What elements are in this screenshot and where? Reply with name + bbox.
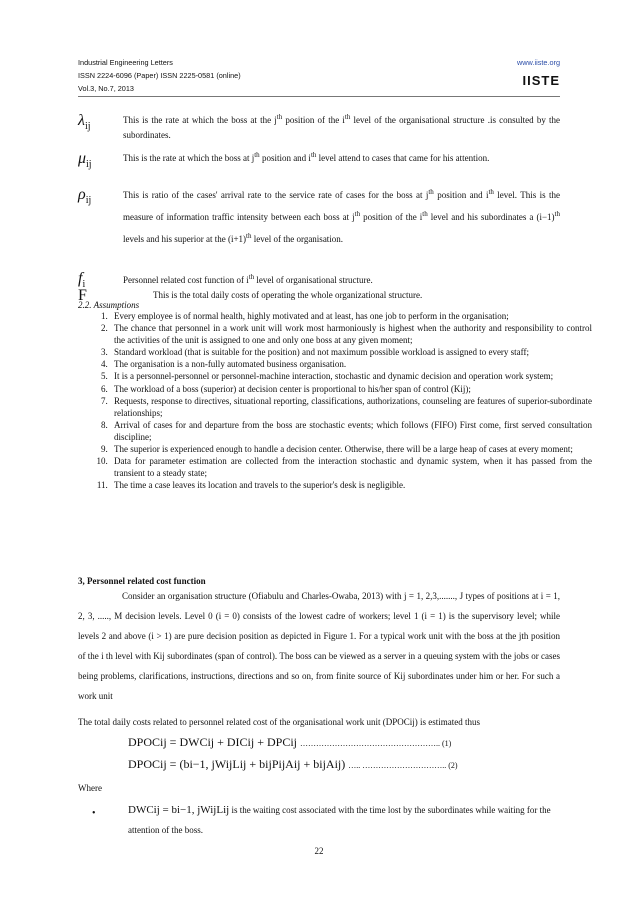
bullet-equation: DWCij = bi−1, jWijLij — [128, 804, 230, 816]
where-label: Where — [78, 783, 102, 793]
issn-line: ISSN 2224-6096 (Paper) ISSN 2225-0581 (online) — [78, 71, 241, 80]
list-item: 6. The workload of a boss (superior) at decision center is proportional to his/her span of control (Kij); — [110, 383, 592, 395]
section-heading-assumptions: 2.2. Assumptions — [78, 300, 140, 310]
definition-rho: This is ratio of the cases' arrival rate to the service rate of cases for the boss at $j^{th}$ position and $i^{th}$ level. This is the measure of information traffic intensity between each boss at $j^{th}$ position of the $i^{th}$ level and his subordinates a $(i-1)^{th}$ levels and his superior at the $(i+1)^{th}$ level of the organisation. — [123, 188, 561, 244]
definition-lambda: This is the rate at which the boss at the $j^{th}$ position of the $i^{th}$ level of the organisational structure .is consulted by the subordinates. — [123, 113, 561, 140]
page-number: 22 — [314, 846, 324, 856]
equation-1 — [128, 735, 451, 750]
symbol-lambda: $\lambda_{ij}$ — [78, 112, 91, 133]
equation-1-number: …………………………………………….. (1) — [300, 739, 452, 748]
list-item: 3. Standard workload (that is suitable for the position) and not maximum possible workload is assigned to every staff; — [110, 346, 592, 358]
list-item: 4. The organisation is a non-fully automated business organisation. — [110, 358, 592, 370]
equation-1-body: DPOCij = DWCij + DICij + DPCij — [128, 735, 297, 749]
symbol-F: F — [78, 287, 87, 304]
definition-mu: This is the rate at which the boss at $j^{th}$ position and $i^{th}$ level attend to cases that came for his attention. — [123, 151, 490, 163]
bullet-icon: • — [92, 808, 96, 819]
journal-url-link[interactable]: www.iiste.org — [517, 58, 560, 67]
list-item: 9. The superior is experienced enough to handle a decision center. Otherwise, there will be a large heap of cases at every moment; — [110, 443, 592, 455]
volume-line: Vol.3, No.7, 2013 — [78, 84, 134, 93]
equation-2-body: DPOCij = (bi−1, jWijLij + bijPijAij + bijAij) — [128, 757, 346, 771]
list-item: 8. Arrival of cases for and departure from the boss are stochastic events; which follows (FIFO) First come, first served consultation discipline; — [110, 419, 592, 443]
definition-f: Personnel related cost function of $i^{th}$ level of organisational structure. — [123, 273, 373, 285]
iiste-logo: IISTE — [522, 73, 560, 88]
list-item: 1. Every employee is of normal health, highly motivated and at least, has one job to perform in the organisation; — [110, 310, 592, 322]
section-heading-cost-function: 3, Personnel related cost function — [78, 576, 206, 586]
assumptions-list — [78, 310, 592, 491]
equation-2 — [128, 757, 458, 772]
header-rule — [78, 96, 560, 97]
list-item: 7. Requests, response to directives, situational reporting, classifications, authorizations, counseling are features of superior-subordinate relationships; — [110, 395, 592, 419]
body-paragraph-2: The total daily costs related to personnel related cost of the organisational work unit (DPOCij) is estimated thus — [78, 717, 480, 727]
bullet-description: is the waiting cost associated with the time lost by the subordinates while waiting for the attention of the boss. — [128, 805, 551, 835]
list-item: 11. The time a case leaves its location and travels to the superior's desk is negligible. — [110, 479, 592, 491]
symbol-f: $f_i$ — [78, 270, 86, 291]
body-paragraph-1: Consider an organisation structure (Ofiabulu and Charles-Owaba, 2013) with j = 1, 2,3,......., J types of positions at i = 1, 2, 3, ....., M decision levels. Level 0 (i = 0) consists of the lowest cadre of workers; level 1 (i = 1) is the supervisory level; while levels 2 and above (i > 1) are pure decision position as depicted in Figure 1. For a typical work unit with the boss at the jth position of the i th level with Kij subordinates (span of control). The boss can be viewed as a server in a queuing system with the jobs or cases being problems, clarifications, instructions, directions and so on, from finite source of Kij subordinates under him or her. For such a work unit — [78, 591, 560, 701]
symbol-mu: $\mu_{ij}$ — [78, 150, 92, 171]
equation-2-number: ….. ………………………….. (2) — [348, 761, 458, 770]
list-item: 10. Data for parameter estimation are collected from the interaction stochastic and dynamic system, when it has passed from the transient to a steady state; — [110, 455, 592, 479]
bullet-text — [128, 800, 560, 840]
list-item: 5. It is a personnel-personnel or personnel-machine interaction, stochastic and dynamic decision and operation work system; — [110, 370, 592, 382]
journal-name: Industrial Engineering Letters — [78, 58, 173, 67]
list-item: 2. The chance that personnel in a work unit will work most harmoniously is highest when the authority and responsibility to control the activities of the unit is assigned to one and only one boss at any given moment; — [110, 322, 592, 346]
symbol-rho: $\rho_{ij}$ — [78, 186, 92, 207]
definition-F: This is the total daily costs of operating the whole organizational structure. — [153, 290, 423, 300]
